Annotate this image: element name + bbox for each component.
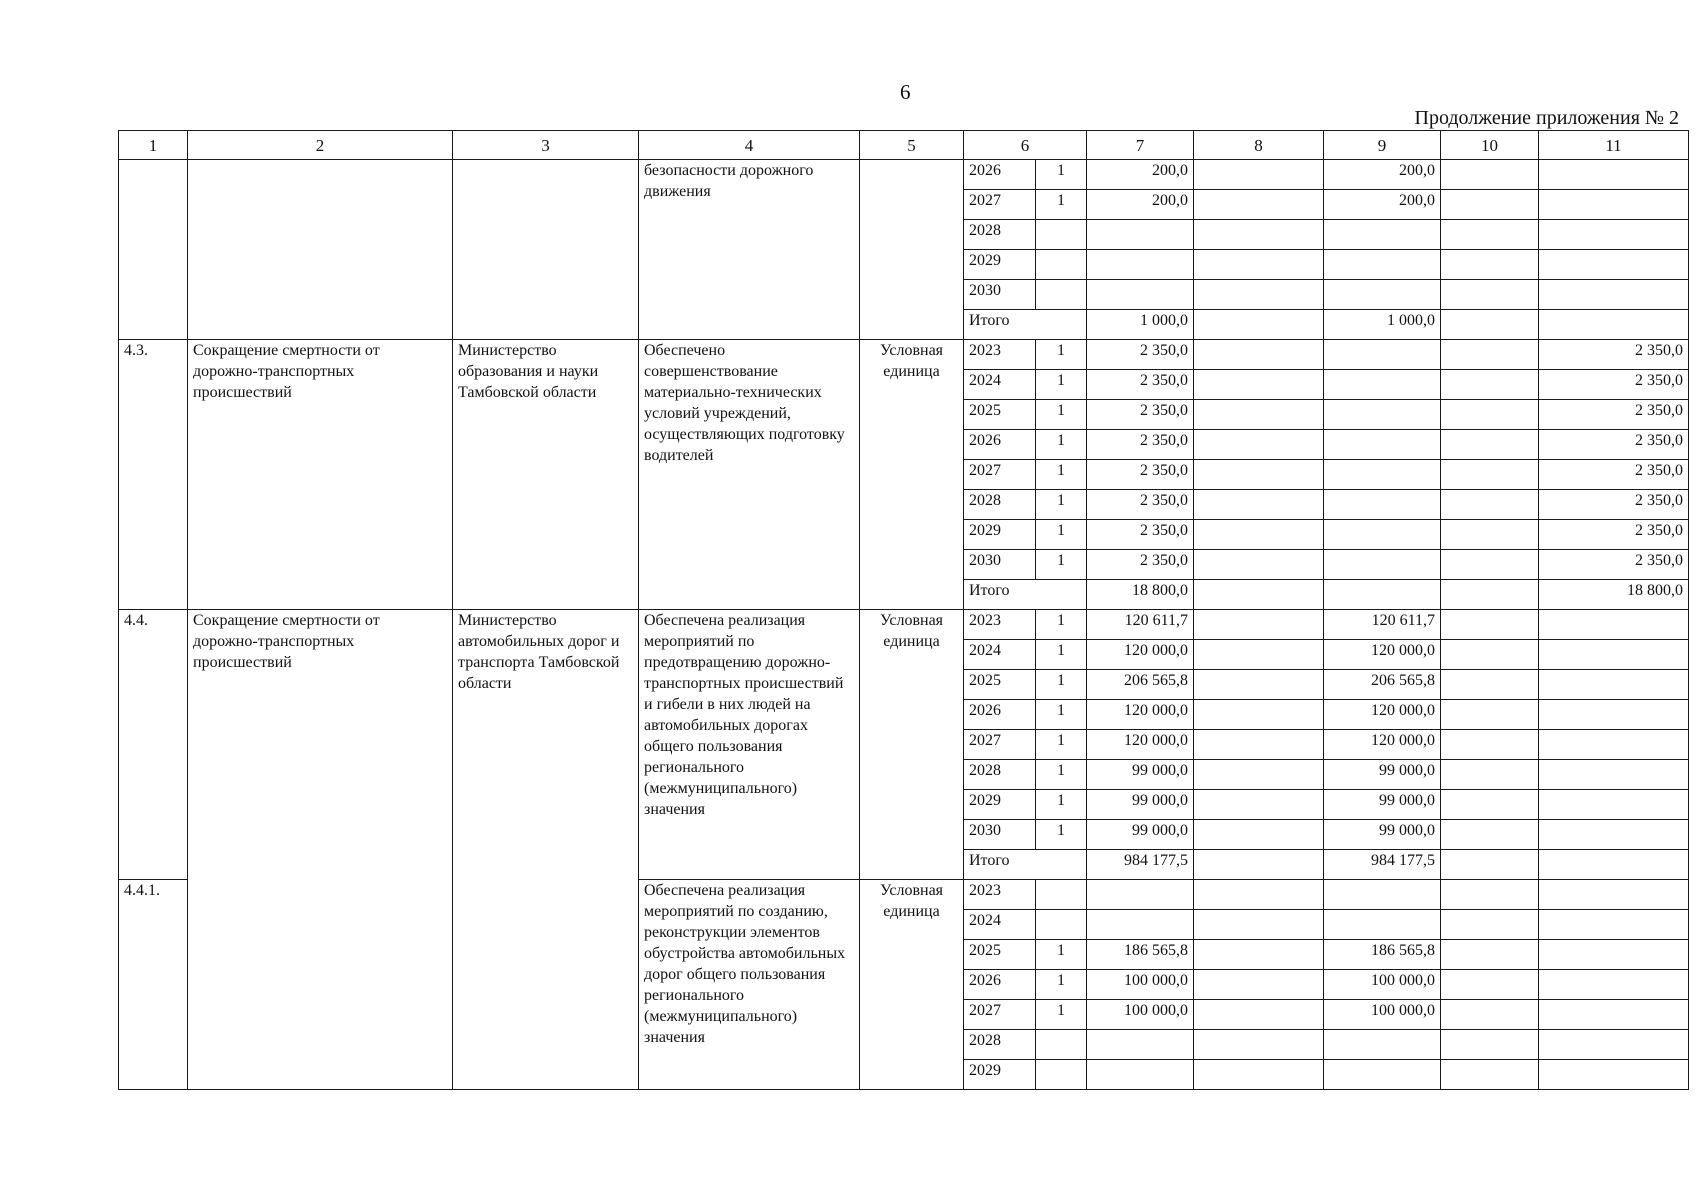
cell-count: 1 — [1036, 700, 1087, 730]
cell-col11 — [1539, 760, 1689, 790]
header-col-11: 11 — [1539, 131, 1689, 160]
cell-col10 — [1441, 280, 1539, 310]
header-col-5: 5 — [860, 131, 964, 160]
cell-count: 1 — [1036, 160, 1087, 190]
cell-org: Министерство автомобильных дорог и транспорта Тамбовской области — [453, 610, 639, 1090]
cell-year: 2029 — [964, 790, 1036, 820]
cell-col7: 2 350,0 — [1087, 490, 1194, 520]
cell-col10 — [1441, 370, 1539, 400]
cell-year: 2030 — [964, 280, 1036, 310]
cell-col11 — [1539, 850, 1689, 880]
cell-col9: 1 000,0 — [1324, 310, 1441, 340]
cell-col11 — [1539, 670, 1689, 700]
cell-count: 1 — [1036, 400, 1087, 430]
cell-col7: 120 000,0 — [1087, 640, 1194, 670]
cell-year: 2027 — [964, 190, 1036, 220]
cell-year: 2030 — [964, 550, 1036, 580]
header-col-1: 1 — [119, 131, 188, 160]
cell-year: 2028 — [964, 760, 1036, 790]
cell-col8 — [1194, 250, 1324, 280]
cell-col11: 2 350,0 — [1539, 460, 1689, 490]
cell-col10 — [1441, 160, 1539, 190]
cell-col10 — [1441, 460, 1539, 490]
cell-col10 — [1441, 850, 1539, 880]
cell-col10 — [1441, 670, 1539, 700]
cell-col10 — [1441, 220, 1539, 250]
cell-col9 — [1324, 340, 1441, 370]
cell-count: 1 — [1036, 820, 1087, 850]
cell-count: 1 — [1036, 430, 1087, 460]
cell-col9: 99 000,0 — [1324, 760, 1441, 790]
cell-col7 — [1087, 220, 1194, 250]
cell-col7: 100 000,0 — [1087, 1000, 1194, 1030]
cell-col7: 2 350,0 — [1087, 370, 1194, 400]
cell-col8 — [1194, 340, 1324, 370]
cell-col7: 99 000,0 — [1087, 790, 1194, 820]
cell-col9: 200,0 — [1324, 160, 1441, 190]
cell-col8 — [1194, 430, 1324, 460]
cell-col11 — [1539, 190, 1689, 220]
cell-col7: 2 350,0 — [1087, 550, 1194, 580]
page-number: 6 — [900, 80, 911, 104]
cell-col7 — [1087, 280, 1194, 310]
cell-year: 2023 — [964, 340, 1036, 370]
cell-desc: Обеспечена реализация мероприятий по предотвращению дорожно-транспортных происшествий и гибели в них людей на автомобильных дорогах общего пользования регионального (межмуниципального) значения — [639, 610, 860, 880]
cell-col7 — [1087, 250, 1194, 280]
cell-col8 — [1194, 970, 1324, 1000]
cell-col10 — [1441, 700, 1539, 730]
cell-col8 — [1194, 370, 1324, 400]
cell-col7 — [1087, 1060, 1194, 1090]
cell-col8 — [1194, 310, 1324, 340]
cell-col11 — [1539, 730, 1689, 760]
cell-count — [1036, 250, 1087, 280]
header-col-6: 6 — [964, 131, 1087, 160]
cell-count: 1 — [1036, 520, 1087, 550]
cell-col9 — [1324, 550, 1441, 580]
table-row — [119, 610, 1689, 640]
header-col-3: 3 — [453, 131, 639, 160]
cell-col9: 120 000,0 — [1324, 700, 1441, 730]
cell-count — [1036, 220, 1087, 250]
cell-col11 — [1539, 940, 1689, 970]
cell-col9: 100 000,0 — [1324, 1000, 1441, 1030]
cell-total-label: Итого — [964, 580, 1087, 610]
cell-year: 2028 — [964, 1030, 1036, 1060]
cell-col8 — [1194, 850, 1324, 880]
cell-org — [453, 160, 639, 340]
cell-col9: 99 000,0 — [1324, 790, 1441, 820]
cell-unit — [860, 160, 964, 340]
cell-year: 2027 — [964, 1000, 1036, 1030]
cell-col8 — [1194, 940, 1324, 970]
cell-year: 2028 — [964, 490, 1036, 520]
cell-col10 — [1441, 1060, 1539, 1090]
cell-col9 — [1324, 1060, 1441, 1090]
cell-col7: 200,0 — [1087, 160, 1194, 190]
cell-col11: 2 350,0 — [1539, 430, 1689, 460]
cell-year: 2026 — [964, 430, 1036, 460]
cell-col9 — [1324, 400, 1441, 430]
cell-col7 — [1087, 1030, 1194, 1060]
cell-col8 — [1194, 1060, 1324, 1090]
cell-year: 2023 — [964, 880, 1036, 910]
cell-col7: 2 350,0 — [1087, 430, 1194, 460]
cell-name: Сокращение смертности от дорожно-транспортных происшествий — [188, 610, 453, 1090]
cell-col8 — [1194, 730, 1324, 760]
cell-col8 — [1194, 1030, 1324, 1060]
cell-col11 — [1539, 700, 1689, 730]
cell-count — [1036, 1030, 1087, 1060]
cell-col10 — [1441, 340, 1539, 370]
cell-col10 — [1441, 940, 1539, 970]
cell-count: 1 — [1036, 760, 1087, 790]
cell-col7: 120 611,7 — [1087, 610, 1194, 640]
cell-year: 2029 — [964, 520, 1036, 550]
cell-col7: 100 000,0 — [1087, 970, 1194, 1000]
cell-col9 — [1324, 430, 1441, 460]
cell-col11 — [1539, 790, 1689, 820]
cell-col9: 100 000,0 — [1324, 970, 1441, 1000]
cell-col11 — [1539, 820, 1689, 850]
cell-col9 — [1324, 580, 1441, 610]
cell-col8 — [1194, 160, 1324, 190]
cell-year: 2029 — [964, 250, 1036, 280]
cell-col7: 2 350,0 — [1087, 520, 1194, 550]
cell-col10 — [1441, 490, 1539, 520]
header-col-10: 10 — [1441, 131, 1539, 160]
cell-count: 1 — [1036, 790, 1087, 820]
cell-col11: 2 350,0 — [1539, 370, 1689, 400]
cell-col10 — [1441, 610, 1539, 640]
cell-col9 — [1324, 280, 1441, 310]
header-col-9: 9 — [1324, 131, 1441, 160]
cell-col8 — [1194, 220, 1324, 250]
cell-col7: 984 177,5 — [1087, 850, 1194, 880]
cell-count: 1 — [1036, 370, 1087, 400]
cell-col7: 2 350,0 — [1087, 340, 1194, 370]
cell-col9: 206 565,8 — [1324, 670, 1441, 700]
cell-col11 — [1539, 220, 1689, 250]
cell-col7: 99 000,0 — [1087, 760, 1194, 790]
cell-col9: 120 000,0 — [1324, 730, 1441, 760]
cell-col10 — [1441, 640, 1539, 670]
cell-col10 — [1441, 250, 1539, 280]
cell-col11: 2 350,0 — [1539, 340, 1689, 370]
cell-col8 — [1194, 880, 1324, 910]
cell-col10 — [1441, 310, 1539, 340]
cell-col11: 2 350,0 — [1539, 520, 1689, 550]
cell-year: 2027 — [964, 460, 1036, 490]
cell-col8 — [1194, 790, 1324, 820]
cell-col11: 18 800,0 — [1539, 580, 1689, 610]
cell-name — [188, 160, 453, 340]
cell-col11 — [1539, 310, 1689, 340]
cell-count — [1036, 910, 1087, 940]
cell-year: 2025 — [964, 670, 1036, 700]
cell-count: 1 — [1036, 730, 1087, 760]
cell-col7: 186 565,8 — [1087, 940, 1194, 970]
cell-col9: 120 611,7 — [1324, 610, 1441, 640]
appendix-table — [118, 130, 1689, 1090]
cell-name: Сокращение смертности от дорожно-транспортных происшествий — [188, 340, 453, 610]
cell-col11 — [1539, 610, 1689, 640]
cell-col8 — [1194, 760, 1324, 790]
cell-col8 — [1194, 640, 1324, 670]
cell-desc: Обеспечена реализация мероприятий по созданию, реконструкции элементов обустройства автомобильных дорог общего пользования регионального (межмуниципального) значения — [639, 880, 860, 1090]
cell-col9 — [1324, 220, 1441, 250]
cell-col9 — [1324, 460, 1441, 490]
header-row — [119, 131, 1689, 160]
cell-unit: Условная единица — [860, 880, 964, 1090]
cell-code: 4.4. — [119, 610, 188, 880]
cell-year: 2030 — [964, 820, 1036, 850]
cell-col10 — [1441, 790, 1539, 820]
cell-col9 — [1324, 250, 1441, 280]
cell-col10 — [1441, 190, 1539, 220]
cell-count: 1 — [1036, 340, 1087, 370]
cell-col8 — [1194, 280, 1324, 310]
cell-count — [1036, 880, 1087, 910]
cell-col9 — [1324, 910, 1441, 940]
cell-col8 — [1194, 190, 1324, 220]
cell-year: 2028 — [964, 220, 1036, 250]
cell-col7: 1 000,0 — [1087, 310, 1194, 340]
cell-col11: 2 350,0 — [1539, 400, 1689, 430]
cell-year: 2027 — [964, 730, 1036, 760]
cell-col11 — [1539, 640, 1689, 670]
cell-count — [1036, 280, 1087, 310]
cell-col10 — [1441, 970, 1539, 1000]
cell-year: 2023 — [964, 610, 1036, 640]
cell-org: Министерство образования и науки Тамбовской области — [453, 340, 639, 610]
cell-col7: 120 000,0 — [1087, 730, 1194, 760]
continuation-title: Продолжение приложения № 2 — [1414, 107, 1679, 129]
cell-col9: 99 000,0 — [1324, 820, 1441, 850]
cell-count: 1 — [1036, 190, 1087, 220]
cell-col7: 2 350,0 — [1087, 400, 1194, 430]
cell-col9: 120 000,0 — [1324, 640, 1441, 670]
cell-col9 — [1324, 520, 1441, 550]
cell-code: 4.3. — [119, 340, 188, 610]
cell-col9: 984 177,5 — [1324, 850, 1441, 880]
cell-col7 — [1087, 880, 1194, 910]
cell-year: 2029 — [964, 1060, 1036, 1090]
cell-year: 2026 — [964, 160, 1036, 190]
cell-col7: 206 565,8 — [1087, 670, 1194, 700]
cell-count: 1 — [1036, 1000, 1087, 1030]
cell-col7 — [1087, 910, 1194, 940]
cell-count: 1 — [1036, 550, 1087, 580]
cell-col11 — [1539, 280, 1689, 310]
cell-col7: 99 000,0 — [1087, 820, 1194, 850]
cell-col11 — [1539, 1030, 1689, 1060]
cell-col8 — [1194, 700, 1324, 730]
cell-col10 — [1441, 520, 1539, 550]
cell-year: 2024 — [964, 640, 1036, 670]
cell-col11 — [1539, 250, 1689, 280]
cell-col7: 200,0 — [1087, 190, 1194, 220]
cell-col7: 18 800,0 — [1087, 580, 1194, 610]
cell-count: 1 — [1036, 640, 1087, 670]
cell-col8 — [1194, 820, 1324, 850]
cell-code — [119, 160, 188, 340]
cell-col8 — [1194, 520, 1324, 550]
cell-col8 — [1194, 610, 1324, 640]
cell-code: 4.4.1. — [119, 880, 188, 1090]
cell-count: 1 — [1036, 670, 1087, 700]
header-col-7: 7 — [1087, 131, 1194, 160]
cell-col11 — [1539, 160, 1689, 190]
cell-col9 — [1324, 370, 1441, 400]
cell-col11 — [1539, 880, 1689, 910]
cell-total-label: Итого — [964, 850, 1087, 880]
cell-count: 1 — [1036, 970, 1087, 1000]
cell-count — [1036, 1060, 1087, 1090]
cell-col8 — [1194, 400, 1324, 430]
cell-col10 — [1441, 400, 1539, 430]
cell-col10 — [1441, 730, 1539, 760]
cell-col8 — [1194, 670, 1324, 700]
cell-col11 — [1539, 970, 1689, 1000]
cell-col8 — [1194, 910, 1324, 940]
cell-col9 — [1324, 1030, 1441, 1060]
header-col-8: 8 — [1194, 131, 1324, 160]
cell-col11 — [1539, 1060, 1689, 1090]
cell-year: 2026 — [964, 700, 1036, 730]
cell-year: 2025 — [964, 940, 1036, 970]
cell-count: 1 — [1036, 610, 1087, 640]
cell-col11: 2 350,0 — [1539, 490, 1689, 520]
cell-col10 — [1441, 1000, 1539, 1030]
cell-col8 — [1194, 1000, 1324, 1030]
cell-col10 — [1441, 580, 1539, 610]
cell-col10 — [1441, 430, 1539, 460]
cell-col7: 2 350,0 — [1087, 460, 1194, 490]
cell-col10 — [1441, 760, 1539, 790]
cell-count: 1 — [1036, 490, 1087, 520]
cell-year: 2024 — [964, 910, 1036, 940]
cell-total-label: Итого — [964, 310, 1087, 340]
cell-col10 — [1441, 910, 1539, 940]
cell-col7: 120 000,0 — [1087, 700, 1194, 730]
cell-col9: 200,0 — [1324, 190, 1441, 220]
cell-year: 2026 — [964, 970, 1036, 1000]
header-col-4: 4 — [639, 131, 860, 160]
table-row — [119, 340, 1689, 370]
cell-desc: Обеспечено совершенствование материально-технических условий учреждений, осуществляющих подготовку водителей — [639, 340, 860, 610]
cell-col11 — [1539, 910, 1689, 940]
cell-col11: 2 350,0 — [1539, 550, 1689, 580]
header-col-2: 2 — [188, 131, 453, 160]
cell-col9 — [1324, 490, 1441, 520]
table-row — [119, 160, 1689, 190]
cell-year: 2025 — [964, 400, 1036, 430]
cell-count: 1 — [1036, 460, 1087, 490]
cell-col10 — [1441, 820, 1539, 850]
cell-col9: 186 565,8 — [1324, 940, 1441, 970]
cell-col8 — [1194, 550, 1324, 580]
cell-col9 — [1324, 880, 1441, 910]
cell-col10 — [1441, 550, 1539, 580]
cell-year: 2024 — [964, 370, 1036, 400]
cell-desc: безопасности дорожного движения — [639, 160, 860, 340]
cell-unit: Условная единица — [860, 340, 964, 610]
cell-col8 — [1194, 490, 1324, 520]
cell-col10 — [1441, 880, 1539, 910]
cell-col11 — [1539, 1000, 1689, 1030]
cell-col8 — [1194, 460, 1324, 490]
cell-count: 1 — [1036, 940, 1087, 970]
cell-col8 — [1194, 580, 1324, 610]
cell-col10 — [1441, 1030, 1539, 1060]
cell-unit: Условная единица — [860, 610, 964, 880]
